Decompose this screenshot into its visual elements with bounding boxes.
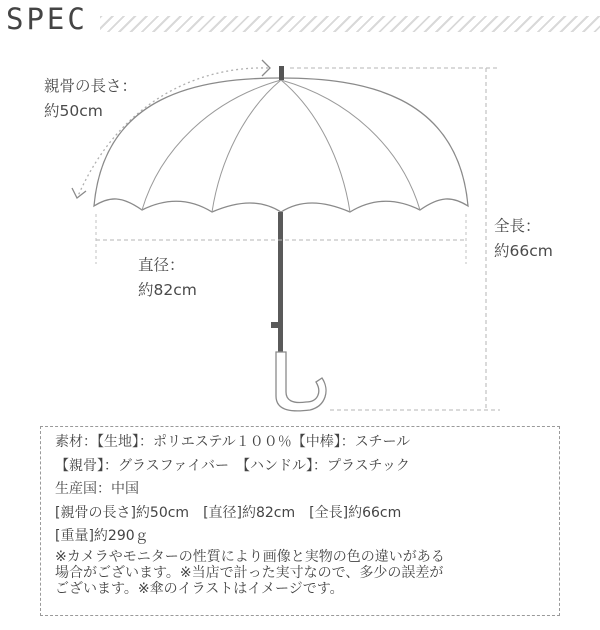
total-length-label: 全長： — [494, 217, 541, 235]
rib-length-value: 約50cm — [44, 102, 103, 120]
umbrella-shaft — [278, 212, 283, 352]
spec-parts: 【親骨】：グラスファイバー 【ハンドル】：プラスチック — [55, 457, 410, 474]
diameter-value: 約82cm — [138, 281, 197, 299]
spec-note: ※カメラやモニターの性質により画像と実物の色の違いがある — [55, 548, 445, 565]
umbrella-tip — [279, 66, 284, 80]
total-length-value: 約66cm — [494, 242, 553, 260]
spec-note: 場合がございます。※当店で計った実寸なので、多少の誤差が — [55, 564, 444, 581]
spec-material: 素材：【生地】：ポリエステル１００％【中棒】：スチール — [55, 434, 411, 450]
page-title: SPEC — [6, 2, 88, 36]
spec-note: ございます。※傘のイラストはイメージです。 — [55, 580, 344, 597]
spec-dimensions: [親骨の長さ]約50cm [直径]約82cm [全長]約66cm — [55, 504, 402, 521]
rib-arrow-head-top — [262, 60, 270, 76]
spec-origin: 生産国：中国 — [55, 481, 139, 497]
umbrella-handle — [276, 352, 326, 411]
spec-box — [40, 426, 560, 616]
umbrella-canopy — [94, 78, 468, 212]
spec-weight: [重量]約290ｇ — [55, 528, 149, 544]
diameter-label: 直径： — [138, 256, 185, 274]
shaft-runner — [271, 322, 279, 328]
rib-length-label: 親骨の長さ： — [44, 77, 138, 95]
